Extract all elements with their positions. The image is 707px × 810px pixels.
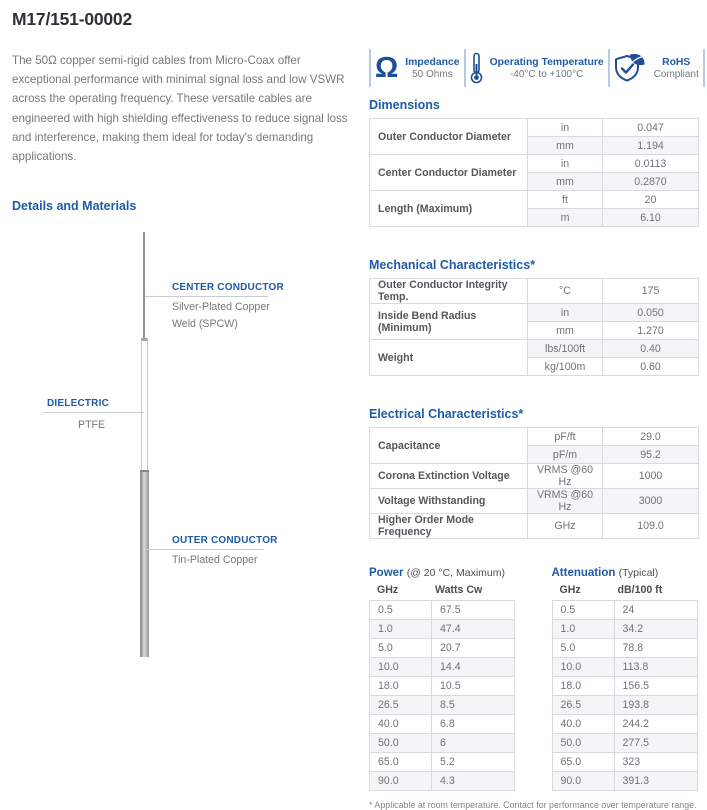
attenuation-value: 193.8 [614,696,697,715]
power-row [370,753,515,772]
center-conductor-label: CENTER CONDUCTOR [172,282,284,293]
attenuation-row [552,639,697,658]
outer-conductor-leader-line [145,549,264,550]
attenuation-column-headers: GHz dB/100 ft [559,584,663,596]
dielectric-graphic [141,338,148,471]
attenuation-row [552,601,697,620]
badge-separator [703,49,705,87]
attenuation-value: 244.2 [614,715,697,734]
spec-value: 0.050 [603,304,699,322]
center-conductor-graphic [143,232,145,340]
power-row [370,620,515,639]
spec-value: 0.40 [603,340,699,358]
attenuation-table [552,600,698,791]
power-value: 67.5 [432,601,515,620]
spec-value: 6.10 [603,209,699,227]
product-description: The 50Ω copper semi-rigid cables from Micro-Coax offer exceptional performance with minimal signal loss and low VSWR across the operating frequency. These versatile cables are engineered with high shielding effectiveness to reduce signal loss and interference, making them ideal for today's demanding applications. [12,54,348,164]
spec-label: Weight [370,340,528,376]
electrical-table [369,427,699,539]
attenuation-row [552,696,697,715]
frequency-value: 50.0 [552,734,614,753]
center-conductor-leader-line [145,296,268,297]
spec-unit: VRMS @60 Hz [528,464,603,489]
spec-unit: lbs/100ft [528,340,603,358]
power-row [370,677,515,696]
dimensions-table [369,118,699,227]
spec-value: 20 [603,191,699,209]
power-table [369,600,515,791]
attenuation-value: 34.2 [614,620,697,639]
spec-value: 175 [603,279,699,304]
spec-row [370,489,699,514]
spec-unit: in [528,119,603,137]
power-row [370,639,515,658]
spec-row [370,119,699,137]
power-row [370,734,515,753]
spec-label: Higher Order Mode Frequency [370,514,528,539]
center-conductor-material: Silver-Plated Copper Weld (SPCW) [172,301,270,330]
power-value: 6.8 [432,715,515,734]
spec-value: 0.60 [603,358,699,376]
spec-unit: °C [528,279,603,304]
impedance-badge [371,53,464,83]
power-row [370,696,515,715]
power-value: 10.5 [432,677,515,696]
spec-unit: in [528,304,603,322]
mechanical-heading: Mechanical Characteristics* [369,258,536,272]
spec-label: Length (Maximum) [370,191,528,227]
cable-diagram [0,225,368,675]
frequency-value: 26.5 [552,696,614,715]
power-row [370,715,515,734]
operating-temperature-value: -40°C to +100°C [509,68,584,80]
electrical-section [369,407,699,539]
attenuation-value: 24 [614,601,697,620]
spec-unit: ft [528,191,603,209]
details-and-materials-heading: Details and Materials [12,199,137,214]
left-column [12,9,356,213]
dimensions-section [369,98,699,227]
attenuation-value: 113.8 [614,658,697,677]
dielectric-label: DIELECTRIC [47,398,109,409]
power-value: 8.5 [432,696,515,715]
power-value: 6 [432,734,515,753]
frequency-value: 40.0 [552,715,614,734]
spec-value: 1.194 [603,137,699,155]
spec-unit: pF/m [528,446,603,464]
footnote: * Applicable at room temperature. Contact for performance over temperature range. [369,800,697,810]
spec-unit: m [528,209,603,227]
attenuation-row [552,620,697,639]
spec-row [370,464,699,489]
power-block [369,567,517,791]
operating-temperature-badge [466,52,608,84]
outer-conductor-graphic [140,470,149,657]
spec-label: Capacitance [370,428,528,464]
frequency-value: 18.0 [370,677,432,696]
power-attenuation-row [369,567,699,791]
attenuation-value: 78.8 [614,639,697,658]
spec-value: 0.047 [603,119,699,137]
power-value: 5.2 [432,753,515,772]
spec-unit: mm [528,137,603,155]
operating-temperature-label: Operating Temperature [489,56,604,68]
attenuation-row [552,658,697,677]
dimensions-heading: Dimensions [369,98,440,112]
right-column [369,45,699,810]
power-value: 20.7 [432,639,515,658]
attenuation-row [552,677,697,696]
frequency-value: 40.0 [370,715,432,734]
spec-value: 1000 [603,464,699,489]
badge-row [369,45,699,91]
dielectric-leader-line [43,412,144,413]
attenuation-value: 323 [614,753,697,772]
spec-value: 3000 [603,489,699,514]
frequency-value: 65.0 [552,753,614,772]
spec-label: Outer Conductor Integrity Temp. [370,279,528,304]
dielectric-material: PTFE [78,419,106,431]
spec-value: 0.2870 [603,173,699,191]
attenuation-value: 277.5 [614,734,697,753]
spec-unit: mm [528,173,603,191]
spec-unit: kg/100m [528,358,603,376]
spec-label: Inside Bend Radius (Minimum) [370,304,528,340]
spec-row [370,191,699,209]
frequency-value: 26.5 [370,696,432,715]
power-row [370,601,515,620]
spec-label: Corona Extinction Voltage [370,464,528,489]
frequency-value: 65.0 [370,753,432,772]
attenuation-row [552,753,697,772]
frequency-value: 50.0 [370,734,432,753]
omega-icon: Ω [375,52,399,84]
frequency-value: 90.0 [552,772,614,791]
attenuation-heading: Attenuation (Typical) [551,567,659,579]
page-title: M17/151-00002 [12,9,132,29]
spec-row [370,514,699,539]
electrical-heading: Electrical Characteristics* [369,407,524,421]
spec-unit: GHz [528,514,603,539]
rohs-value: Compliant [653,68,699,80]
frequency-value: 90.0 [370,772,432,791]
power-column-headers: GHz Watts Cw [377,584,483,596]
rohs-label: RoHS [662,56,691,68]
spec-row [370,304,699,322]
mechanical-table [369,278,699,376]
spec-unit: in [528,155,603,173]
spec-unit: VRMS @60 Hz [528,489,603,514]
frequency-value: 5.0 [552,639,614,658]
attenuation-value: 156.5 [614,677,697,696]
impedance-label: Impedance [405,56,460,68]
attenuation-block [552,567,700,791]
frequency-value: 5.0 [370,639,432,658]
spec-unit: pF/ft [528,428,603,446]
spec-value: 95.2 [603,446,699,464]
frequency-value: 18.0 [552,677,614,696]
rohs-shield-icon [614,53,647,83]
attenuation-value: 391.3 [614,772,697,791]
power-value: 4.3 [432,772,515,791]
spec-row [370,340,699,358]
attenuation-row [552,734,697,753]
spec-value: 1.270 [603,322,699,340]
spec-label: Center Conductor Diameter [370,155,528,191]
spec-value: 0.0113 [603,155,699,173]
spec-label: Outer Conductor Diameter [370,119,528,155]
frequency-value: 0.5 [370,601,432,620]
impedance-value: 50 Ohms [412,68,453,80]
outer-conductor-label: OUTER CONDUCTOR [172,535,278,546]
spec-row [370,428,699,446]
power-value: 14.4 [432,658,515,677]
thermometer-icon [470,52,483,84]
mechanical-section [369,258,699,376]
spec-value: 29.0 [603,428,699,446]
frequency-value: 1.0 [552,620,614,639]
power-row [370,772,515,791]
rohs-badge [610,53,703,83]
power-value: 47.4 [432,620,515,639]
spec-value: 109.0 [603,514,699,539]
spec-unit: mm [528,322,603,340]
frequency-value: 1.0 [370,620,432,639]
frequency-value: 0.5 [552,601,614,620]
attenuation-row [552,715,697,734]
frequency-value: 10.0 [370,658,432,677]
outer-conductor-material: Tin-Plated Copper [172,554,258,566]
power-heading: Power (@ 20 °C, Maximum) [369,567,506,579]
power-row [370,658,515,677]
spec-label: Voltage Withstanding [370,489,528,514]
spec-row [370,279,699,304]
frequency-value: 10.0 [552,658,614,677]
attenuation-row [552,772,697,791]
spec-row [370,155,699,173]
